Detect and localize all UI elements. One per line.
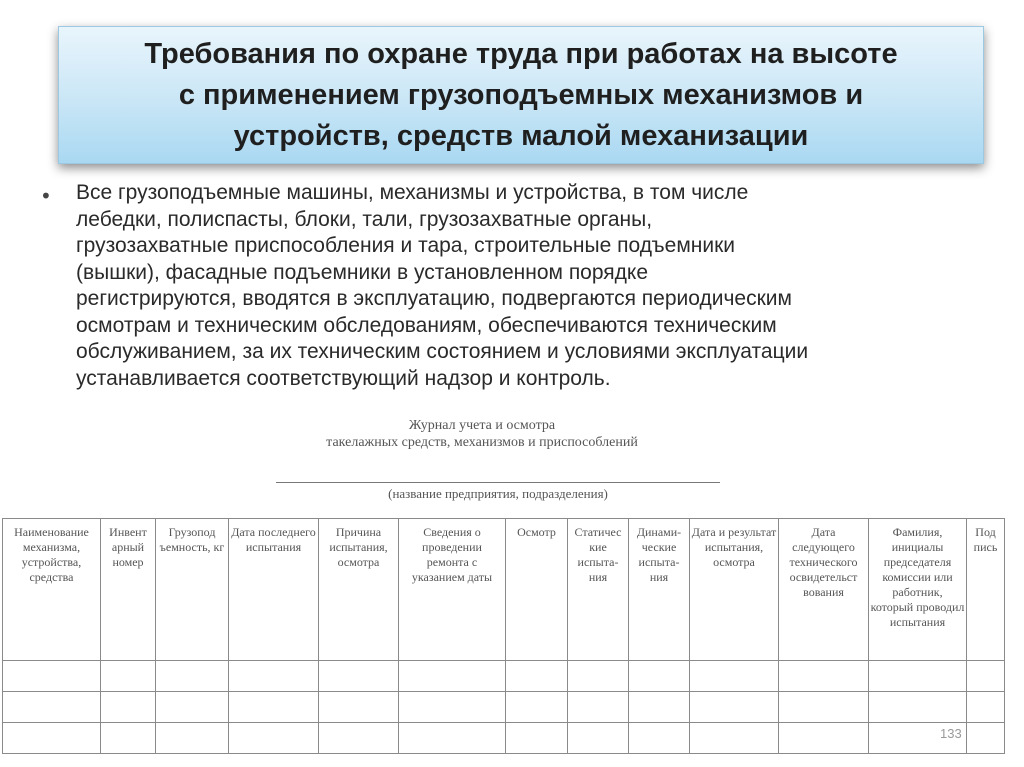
page-number: 133 <box>940 726 962 741</box>
column-header: Причина испытания, осмотра <box>319 519 399 661</box>
table-cell <box>319 692 399 723</box>
bullet-line: регистрируются, вводятся в эксплуатацию, подвергаются периодическим <box>76 287 792 310</box>
journal-header-row <box>3 519 1005 661</box>
table-cell <box>967 661 1005 692</box>
column-header: Дата и результат испытания, осмотра <box>690 519 779 661</box>
table-cell <box>319 661 399 692</box>
title-line-1: Требования по охране труда при работах на высоте <box>144 37 898 70</box>
table-cell <box>506 692 568 723</box>
table-cell <box>156 723 229 754</box>
table-cell <box>101 692 156 723</box>
journal-title-line-1: Журнал учета и осмотра <box>408 418 556 433</box>
table-cell <box>229 661 319 692</box>
table-cell <box>629 692 690 723</box>
title-line-3: устройств, средств малой механизации <box>233 119 809 152</box>
bullet-line: грузозахватные приспособления и тара, строительные подъемники <box>76 234 735 257</box>
table-cell <box>229 692 319 723</box>
journal-empty-row <box>3 661 1005 692</box>
journal-empty-row <box>3 692 1005 723</box>
table-cell <box>399 661 506 692</box>
bullet-line: обслуживанием, за их техническим состоянием и условиями эксплуатации <box>76 340 809 363</box>
table-cell <box>779 723 869 754</box>
column-header: Дата последнего испытания <box>229 519 319 661</box>
table-cell <box>869 692 967 723</box>
table-cell <box>156 692 229 723</box>
table-cell <box>156 661 229 692</box>
journal-title-line-2: такелажных средств, механизмов и приспособлений <box>326 435 638 450</box>
table-cell <box>568 723 629 754</box>
bullet-text <box>76 180 1016 392</box>
column-header: Динами-ческие испыта-ния <box>629 519 690 661</box>
journal-table <box>2 518 1005 754</box>
journal-organization-caption: (название предприятия, подразделения) <box>388 486 608 501</box>
column-header: Грузопод ъемность, кг <box>156 519 229 661</box>
table-cell <box>101 723 156 754</box>
journal-empty-row <box>3 723 1005 754</box>
table-cell <box>629 661 690 692</box>
table-cell <box>3 692 101 723</box>
table-cell <box>3 723 101 754</box>
table-cell <box>3 661 101 692</box>
journal-title <box>0 417 994 451</box>
title-banner <box>58 26 984 164</box>
table-cell <box>568 661 629 692</box>
title-line-2: с применением грузоподъемных механизмов и <box>178 78 864 111</box>
table-cell <box>319 723 399 754</box>
table-cell <box>690 692 779 723</box>
table-cell <box>506 661 568 692</box>
table-cell <box>967 692 1005 723</box>
column-header: Фамилия, инициалы председателя комиссии или работник, который проводил испытания <box>869 519 967 661</box>
bullet-line: осмотрам и техническим обследованиям, обеспечиваются техническим <box>76 313 777 337</box>
table-cell <box>101 661 156 692</box>
bullet-line: Все грузоподъемные машины, механизмы и устройства, в том числе <box>76 181 749 204</box>
table-cell <box>779 661 869 692</box>
journal-organization-line <box>276 482 720 483</box>
column-header: Под пись <box>967 519 1005 661</box>
table-cell <box>399 723 506 754</box>
column-header: Осмотр <box>506 519 568 661</box>
table-cell <box>568 692 629 723</box>
table-cell <box>967 723 1005 754</box>
bullet-line: (вышки), фасадные подъемники в установленном порядке <box>76 260 649 284</box>
column-header: Статичес кие испыта-ния <box>568 519 629 661</box>
table-cell <box>869 661 967 692</box>
column-header: Дата следующего технического освидетельст вования <box>779 519 869 661</box>
table-cell <box>690 661 779 692</box>
column-header: Инвент арный номер <box>101 519 156 661</box>
table-cell <box>779 692 869 723</box>
table-cell <box>229 723 319 754</box>
table-cell <box>690 723 779 754</box>
bullet-line: устанавливается соответствующий надзор и контроль. <box>76 366 611 390</box>
table-cell <box>506 723 568 754</box>
column-header: Наименование механизма, устройства, средства <box>3 519 101 661</box>
bullet-line: лебедки, полиспасты, блоки, тали, грузозахватные органы, <box>76 207 653 231</box>
table-cell <box>629 723 690 754</box>
table-cell <box>399 692 506 723</box>
bullet-marker: • <box>40 184 52 208</box>
column-header: Сведения о проведении ремонта с указанием даты <box>399 519 506 661</box>
